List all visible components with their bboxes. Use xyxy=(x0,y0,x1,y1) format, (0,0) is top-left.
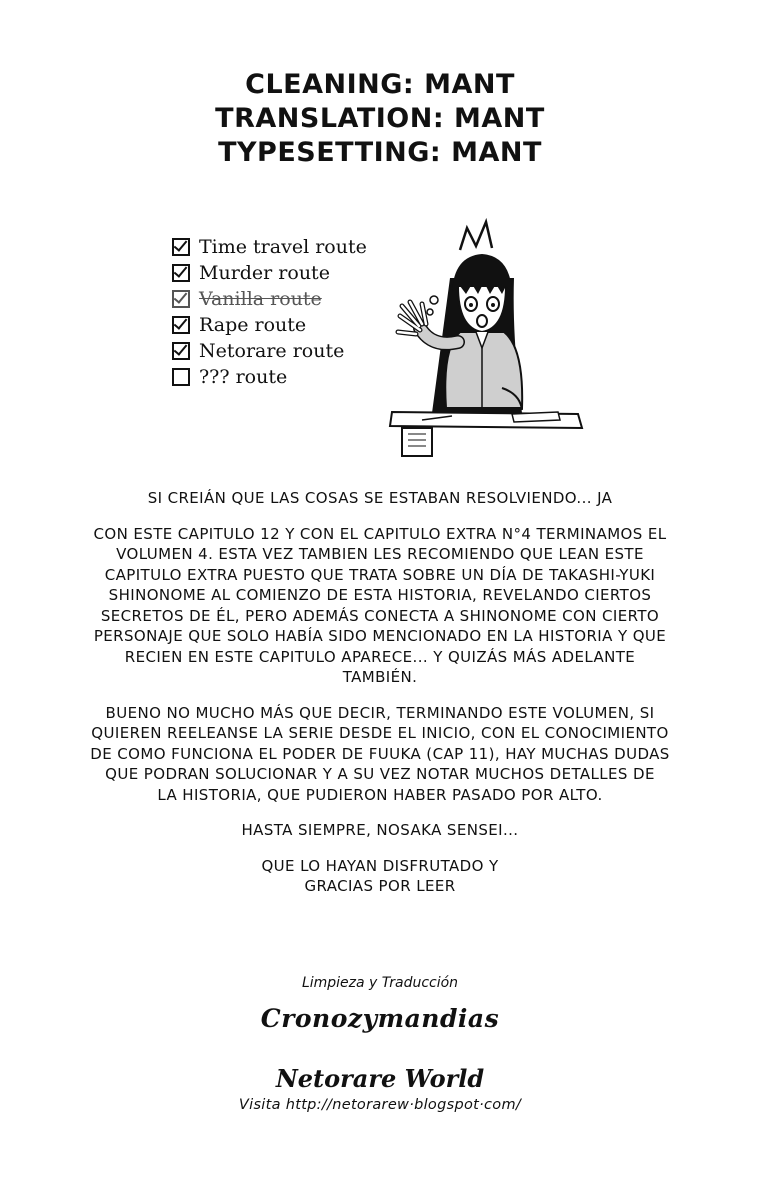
notes-line: DE COMO FUNCIONA EL PODER DE FUUKA (CAP 11), HAY MUCHAS DUDAS xyxy=(90,744,670,763)
checklist-item-label: Murder route xyxy=(199,262,330,284)
notes-volume-paragraph xyxy=(60,703,700,806)
notes-line: LA HISTORIA, QUE PUDIERON HABER PASADO POR ALTO. xyxy=(157,785,603,804)
credit-cleaning: CLEANING: MANT xyxy=(245,69,515,100)
checked-box-icon xyxy=(172,290,190,308)
credit-typesetting: TYPESETTING: MANT xyxy=(218,137,542,168)
footer-visit-link[interactable]: Visita http://netorarew·blogspot·com/ xyxy=(238,1097,522,1113)
notes-line: SHINONOME AL COMIENZO DE ESTA HISTORIA, REVELANDO CIERTOS xyxy=(108,586,652,604)
empty-box-icon xyxy=(172,368,190,386)
translator-notes xyxy=(60,488,700,912)
checklist-item-label: ??? route xyxy=(199,366,288,388)
checked-box-icon xyxy=(172,238,190,256)
credits-block xyxy=(0,68,760,170)
surprise-mark-icon xyxy=(460,222,492,250)
footer-role: Limpieza y Traducción xyxy=(301,975,459,991)
notes-line: CAPITULO EXTRA PUESTO QUE TRATA SOBRE UN DÍA DE TAKASHI-YUKI xyxy=(104,565,656,584)
notes-line: QUE LO HAYAN DISFRUTADO Y xyxy=(261,856,499,875)
notes-line: BUENO NO MUCHO MÁS QUE DECIR, TERMINANDO ESTE VOLUMEN, SI xyxy=(105,703,655,722)
footer-group-logo: Cronozymandias xyxy=(260,1004,500,1033)
notes-line: CON ESTE CAPITULO 12 Y CON EL CAPITULO EXTRA N°4 TERMINAMOS EL xyxy=(93,524,667,543)
manga-girl-illustration xyxy=(372,208,588,458)
notes-chapter-paragraph xyxy=(60,524,700,688)
notes-line: QUIEREN REELEANSE LA SERIE DESDE EL INICIO, CON EL CONOCIMIENTO xyxy=(91,724,669,742)
credit-translation: TRANSLATION: MANT xyxy=(215,103,545,134)
notes-line: RECIEN EN ESTE CAPITULO APARECE... Y QUIZÁS MÁS ADELANTE xyxy=(124,647,636,666)
checklist-item-label: Vanilla route xyxy=(199,288,322,310)
checked-box-icon xyxy=(172,316,190,334)
notes-line: GRACIAS POR LEER xyxy=(304,877,456,895)
checklist-item xyxy=(172,312,367,338)
checklist-item xyxy=(172,260,367,286)
footer-site-name: Netorare World xyxy=(275,1064,485,1093)
notes-farewell: HASTA SIEMPRE, NOSAKA SENSEI... xyxy=(241,821,519,839)
checklist-item xyxy=(172,234,367,260)
checklist-item-label: Rape route xyxy=(199,314,307,336)
checklist-item xyxy=(172,338,367,364)
notes-line: TAMBIÉN. xyxy=(342,668,418,686)
notes-thanks xyxy=(60,856,700,897)
checklist-item-label: Netorare route xyxy=(199,340,345,362)
checked-box-icon xyxy=(172,342,190,360)
notes-line: PERSONAJE QUE SOLO HABÍA SIDO MENCIONADO EN LA HISTORIA Y QUE xyxy=(93,627,667,645)
notes-line: VOLUMEN 4. ESTA VEZ TAMBIEN LES RECOMIENDO QUE LEAN ESTE xyxy=(116,545,644,563)
notes-line: QUE PODRAN SOLUCIONAR Y A SU VEZ NOTAR MUCHOS DETALLES DE xyxy=(105,765,655,783)
route-checklist xyxy=(172,234,367,390)
checklist-item xyxy=(172,364,367,390)
checklist-item-struck xyxy=(172,286,367,312)
notes-intro: SI CREIÁN QUE LAS COSAS SE ESTABAN RESOLVIENDO... JA xyxy=(147,489,613,507)
notes-line: SECRETOS DE ÉL, PERO ADEMÁS CONECTA A SHINONOME CON CIERTO xyxy=(100,606,660,625)
checklist-item-label: Time travel route xyxy=(199,236,367,258)
checked-box-icon xyxy=(172,264,190,282)
